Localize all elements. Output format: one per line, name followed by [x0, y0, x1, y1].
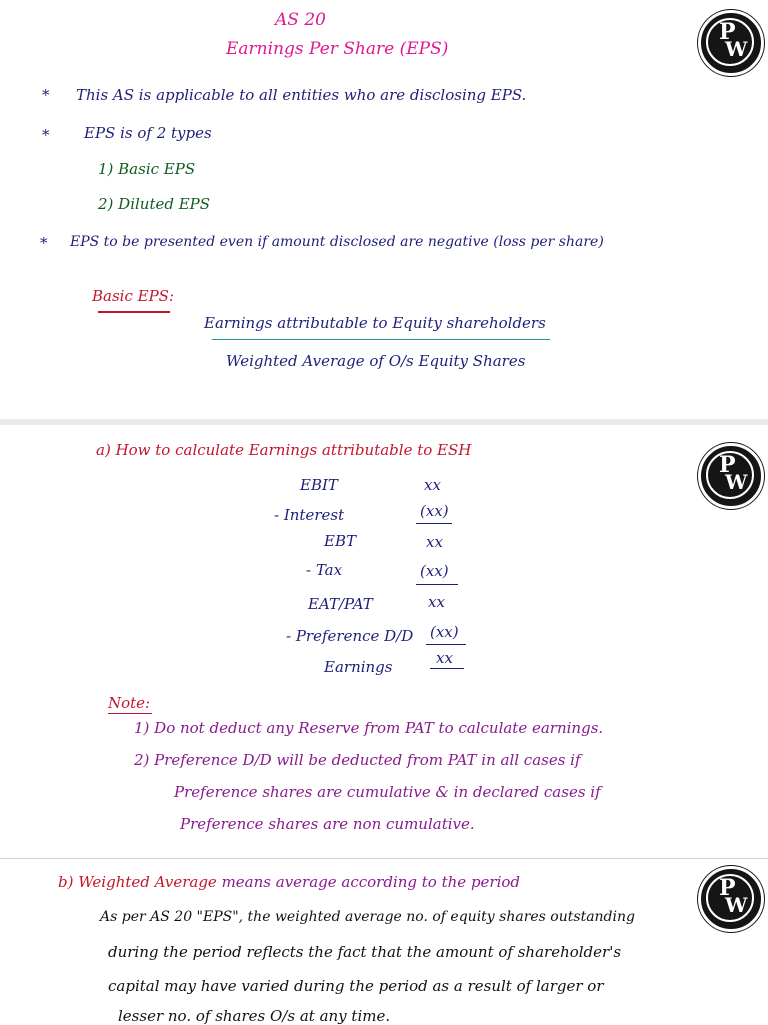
heading-underline: [98, 311, 170, 313]
bullet-eps-types: EPS is of 2 types: [84, 124, 212, 142]
row-label: - Interest: [274, 506, 345, 524]
bullet-icon: *: [40, 234, 48, 252]
row-label: - Preference D/D: [286, 627, 414, 645]
row-value: xx: [428, 593, 445, 611]
note-item-1: 1) Do not deduct any Reserve from PAT to calculate earnings.: [134, 719, 604, 737]
note-heading: Note:: [108, 694, 151, 712]
row-value: xx: [426, 533, 443, 551]
bullet-negative-eps: EPS to be presented even if amount disclosed are negative (loss per share): [70, 234, 604, 250]
row-value: xx: [424, 476, 441, 494]
bullet-applicability: This AS is applicable to all entities who are disclosing EPS.: [76, 86, 527, 104]
note-underline: [108, 713, 152, 714]
total-line: [416, 584, 458, 585]
definition-line-3: capital may have varied during the period as a result of larger or: [108, 977, 604, 995]
total-line: [426, 644, 466, 645]
note-item-2-line-2: Preference shares are cumulative & in declared cases if: [174, 783, 601, 801]
page-title: AS 20: [275, 10, 326, 30]
definition-line-2: during the period reflects the fact that the amount of shareholder's: [108, 943, 622, 961]
pw-logo-icon: P W: [698, 10, 764, 76]
formula-numerator: Earnings attributable to Equity shareholders: [204, 314, 546, 332]
note-item-2-line-1: 2) Preference D/D will be deducted from PAT in all cases if: [134, 751, 581, 769]
eps-type-basic: 1) Basic EPS: [98, 160, 196, 178]
definition-line-1: As per AS 20 "EPS", the weighted average no. of equity shares outstanding: [100, 909, 635, 925]
note-item-2-line-3: Preference shares are non cumulative.: [180, 815, 475, 833]
row-value: xx: [436, 649, 453, 667]
pw-logo-icon: P W: [698, 866, 764, 932]
pw-logo-icon: P W: [698, 443, 764, 509]
note-page-3: [0, 858, 768, 1025]
note-page-1: [0, 0, 768, 419]
total-line: [430, 668, 464, 669]
row-label: EAT/PAT: [308, 595, 373, 613]
heading-suffix: means average according to the period: [221, 873, 521, 891]
page-subtitle: Earnings Per Share (EPS): [226, 39, 449, 59]
row-label: EBIT: [300, 476, 338, 494]
weighted-average-heading: [58, 873, 520, 891]
eps-type-diluted: 2) Diluted EPS: [98, 195, 211, 213]
bullet-icon: *: [42, 126, 50, 144]
fraction-bar: [212, 339, 550, 340]
row-value: (xx): [420, 502, 449, 520]
heading-prefix: b) Weighted Average: [58, 873, 217, 891]
row-label: Earnings: [324, 658, 393, 676]
row-value: (xx): [430, 623, 459, 641]
bullet-icon: *: [42, 86, 50, 104]
definition-line-4: lesser no. of shares O/s at any time.: [118, 1007, 391, 1025]
formula-denominator: Weighted Average of O/s Equity Shares: [226, 352, 526, 370]
total-line: [416, 523, 452, 524]
row-value: (xx): [420, 562, 449, 580]
note-page-2: [0, 425, 768, 858]
basic-eps-heading: Basic EPS:: [92, 287, 175, 305]
earnings-calc-heading: a) How to calculate Earnings attributable to ESH: [96, 441, 472, 459]
row-label: - Tax: [306, 561, 343, 579]
row-label: EBT: [324, 532, 356, 550]
